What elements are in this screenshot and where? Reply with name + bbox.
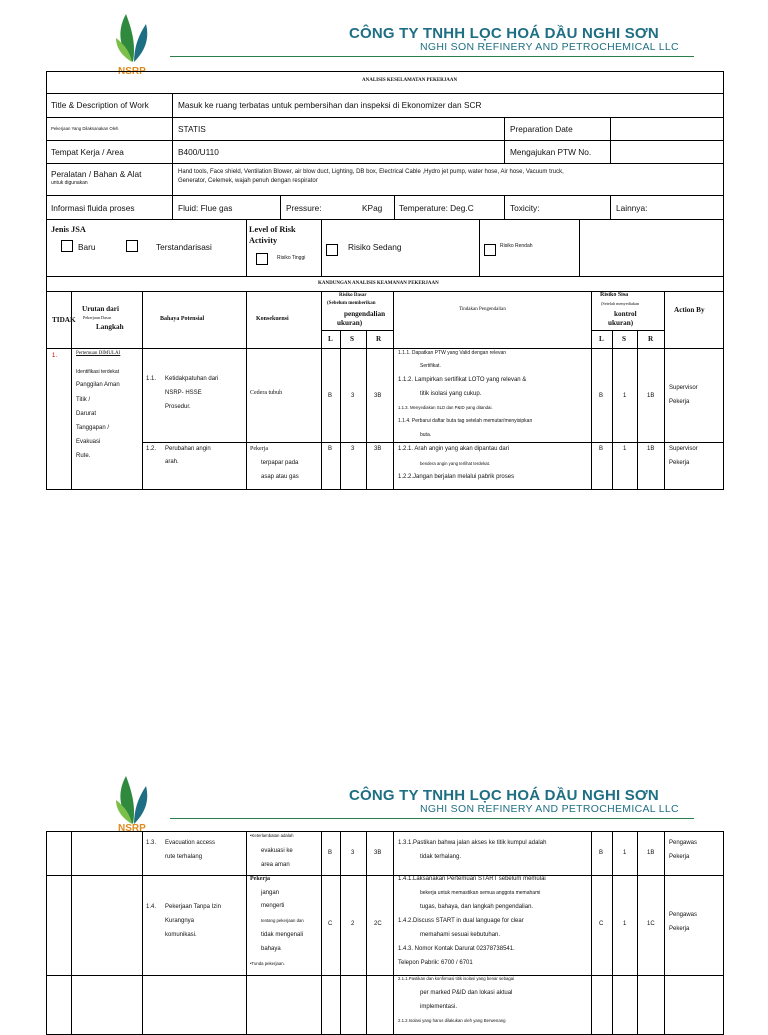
row5-control: per marked P&ID dan lokasi aktual	[420, 990, 513, 996]
table-row	[246, 975, 322, 1035]
table-row	[664, 348, 724, 443]
row1-hazard-line: NSRP- HSSE	[165, 390, 202, 396]
row1-hazard-line: Ketidakpatuhan dari	[165, 376, 219, 382]
row1-control: buta.	[420, 432, 432, 438]
row4-s: 2	[351, 921, 355, 927]
col-basic-risk-label-4: ukuran)	[337, 319, 363, 327]
company-name-en: NGHI SON REFINERY AND PETROCHEMICAL LLC	[420, 41, 679, 53]
table-row	[664, 975, 724, 1035]
col-steps-header	[71, 291, 143, 349]
company-name-vn: CÔNG TY TNHH LỌC HOÁ DẦU NGHI SƠN	[349, 25, 659, 42]
row1-residual-r: 1B	[647, 393, 655, 399]
tools-value-1: Hand tools, Face shield, Ventilation Blower, air blow duct, Lighting, DB box, Electrical Cable ,Hydro jet pump, water hose, Air hose, Vacuum truck,	[178, 169, 564, 175]
row1-step-line: Tanggapan /	[76, 425, 110, 431]
toxicity-label: Toxicity:	[510, 203, 540, 213]
title-desc-value: Masuk ke ruang terbatas untuk pembersihan dan inspeksi di Ekonomizer dan SCR	[178, 100, 482, 110]
row4-hazard-line: Pekerjaan Tanpa Izin	[165, 904, 221, 910]
row3-hazard-line: Evacuation access	[165, 840, 216, 846]
row4-consequence: •Tunda pekerjaan.	[250, 961, 285, 966]
row4-control: 1.4.2.Discuss START in dual language for clear	[398, 918, 524, 924]
row4-residual-s: 1	[623, 921, 627, 927]
row2-control: 1.2.2.Jangan berjalan melalui pabrik proses	[398, 474, 515, 480]
col-basic-risk-label-1: Risiko Dasar	[339, 293, 367, 298]
pressure-label: Pressure:	[286, 203, 322, 213]
logo-text: NSRP	[118, 66, 146, 77]
row3-r: 3B	[374, 850, 382, 856]
row3-action: Pekerja	[669, 854, 690, 860]
row1-step-line: Titik /	[76, 397, 91, 403]
leaf-logo-icon	[110, 10, 156, 68]
risk-medium-checkbox[interactable]	[326, 244, 338, 256]
col-steps-label-2: Pekerjaan Dasar	[83, 315, 112, 320]
row1-action: Supervisor	[669, 385, 698, 391]
row2-hazard-line: Perubahan angin	[165, 446, 211, 452]
table-row	[46, 875, 72, 976]
row1-hazard-no: 1.1.	[146, 376, 157, 382]
fluid-info-label: Informasi fluida proses	[51, 203, 135, 213]
temperature-label: Temperature: Deg.C	[399, 203, 474, 213]
row3-control: tidak terhalang.	[420, 854, 462, 860]
ptw-label: Mengajukan PTW No.	[510, 147, 592, 157]
table-row	[46, 975, 72, 1035]
company-logo	[110, 772, 156, 830]
risk-high-checkbox[interactable]	[256, 253, 268, 265]
prep-date-label: Preparation Date	[510, 124, 573, 134]
residual-s-label: S	[622, 335, 626, 343]
row1-step-line: Rute.	[76, 453, 91, 459]
row3-residual-r: 1B	[647, 850, 655, 856]
row1-step-line: Panggilan Aman	[76, 382, 120, 388]
row2-hazard-no: 1.2.	[146, 446, 157, 452]
row2-residual-r: 1B	[647, 446, 655, 452]
row4-consequence: tentang pekerjaan dan	[261, 918, 304, 923]
row2-consequence: Pekerja	[250, 446, 268, 452]
row2-residual-l: B	[599, 446, 604, 452]
jsa-standard-label: Terstandarisasi	[156, 242, 212, 252]
col-controls-header	[393, 291, 592, 349]
row3-residual-l: B	[599, 850, 604, 856]
row2-hazard-line: arah.	[165, 459, 179, 465]
leaf-logo-icon	[110, 772, 156, 830]
risk-level-label-2: Activity	[249, 236, 278, 245]
row1-l: B	[328, 393, 333, 399]
basic-r-label: R	[376, 335, 382, 343]
table-row	[71, 975, 143, 1035]
title-desc-label: Title & Description of Work	[51, 100, 149, 110]
row2-consequence: terpapar pada	[261, 460, 299, 466]
table-row	[71, 875, 143, 976]
row2-l: B	[328, 446, 333, 452]
row4-control: Telepon Pabrik: 6700 / 6701	[398, 960, 473, 966]
jsa-type-label: Jenis JSA	[51, 225, 86, 234]
row3-consequence: area aman	[261, 862, 290, 868]
form-title: ANALISIS KESELAMATAN PEKERJAAN	[362, 78, 458, 83]
row4-consequence: bahaya	[261, 946, 281, 952]
table-row	[321, 975, 341, 1035]
row2-action: Pekerja	[669, 460, 690, 466]
location-value-cell	[172, 140, 505, 164]
risk-medium-label: Risiko Sedang	[348, 242, 402, 252]
row5-control: 2.1.1.Pastikan dan konfirmasi titik isolasi yang benar sebagai	[398, 976, 515, 981]
row4-consequence: mengerti	[261, 903, 285, 909]
row4-control: 1.4.3. Nomor Kontak Darurat 02378738541.	[398, 946, 515, 952]
row4-action: Pengawas	[669, 912, 698, 918]
basic-l-label: L	[328, 335, 333, 343]
row2-control: bendera angin yang terlihat terdekat.	[420, 461, 490, 466]
table-row	[71, 831, 143, 876]
table-row	[340, 975, 367, 1035]
company-logo	[110, 10, 156, 68]
row1-control: 1.1.3. Menyediakan SLD dan P&ID yang ditandai.	[398, 405, 493, 410]
row5-control: implementasi.	[420, 1004, 458, 1010]
row4-control: 1.4.1.Laksanakan Pertemuan START sebelum memulai	[398, 876, 546, 882]
residual-r-label: R	[648, 335, 654, 343]
row3-action: Pengawas	[669, 840, 698, 846]
row1-control: titik isolasi yang cukup.	[420, 391, 482, 397]
row2-consequence: asap atau gas	[261, 474, 299, 480]
row4-hazard-no: 1.4.	[146, 904, 157, 910]
table-row	[366, 975, 394, 1035]
risk-high-label: Risiko Tinggi	[277, 255, 306, 261]
row4-consequence: tidak mengenali	[261, 932, 304, 938]
tools-sublabel: untuk digunakan	[51, 180, 88, 186]
row4-control: memahami sesuai kebutuhan.	[420, 932, 501, 938]
row1-s: 3	[351, 393, 355, 399]
row4-control: bekerja untuk memastikan semua anggota memahami	[420, 890, 541, 896]
row1-control: Sertifikat.	[420, 363, 441, 369]
table-row	[591, 975, 613, 1035]
col-residual-label-4: ukuran)	[608, 319, 634, 327]
risk-low-checkbox[interactable]	[484, 244, 496, 256]
ptw-value-cell	[610, 140, 724, 164]
row3-consequence: evakuasi ke	[261, 848, 293, 854]
table-row	[46, 831, 72, 876]
others-label: Lainnya:	[616, 203, 648, 213]
performed-by-value-cell	[172, 117, 505, 141]
row1-step-title: Pertemuan DIMULAI	[76, 351, 121, 356]
row5-control: 2.1.2.Isolasi yang harus dilakukan oleh yang Berwenang	[398, 1018, 506, 1023]
fluid-label: Fluid: Flue gas	[178, 203, 233, 213]
row1-step-line: Identifikasi terdekat	[76, 369, 120, 375]
company-name-vn: CÔNG TY TNHH LỌC HOÁ DẦU NGHI SƠN	[349, 787, 659, 804]
row3-hazard-line: rute terhalang	[165, 854, 203, 860]
location-label: Tempat Kerja / Area	[51, 147, 124, 157]
col-basic-risk-label-2: (Sebelum memberikan	[327, 301, 376, 306]
row4-hazard-line: Kurangnya	[165, 918, 195, 924]
row3-control: 1.3.1.Pastikan bahwa jalan akses ke titik kumpul adalah	[398, 840, 547, 846]
risk-level-label-1: Level of Risk	[249, 225, 296, 234]
row4-r: 2C	[374, 921, 382, 927]
header-divider	[170, 818, 694, 819]
col-action-header	[664, 291, 724, 349]
basic-s-label: S	[350, 335, 354, 343]
row1-step-line: Darurat	[76, 411, 97, 417]
content-title: KANDUNGAN ANALISIS KEAMANAN PEKERJAAN	[318, 281, 439, 286]
row2-residual-s: 1	[623, 446, 627, 452]
jsa-new-label: Baru	[78, 242, 96, 252]
pressure-unit: KPag	[362, 203, 383, 213]
row3-residual-s: 1	[623, 850, 627, 856]
company-name-en: NGHI SON REFINERY AND PETROCHEMICAL LLC	[420, 803, 679, 815]
performed-by-label: Pekerjaan Yang Dilaksanakan Oleh	[51, 126, 119, 131]
row3-s: 3	[351, 850, 355, 856]
risk-empty-cell	[579, 219, 724, 277]
row4-l: C	[328, 921, 333, 927]
row4-action: Pekerja	[669, 926, 690, 932]
col-steps-label-1: Urutan dari	[82, 305, 119, 313]
prep-date-value-cell	[610, 117, 724, 141]
row1-step-line: Evakuasi	[76, 439, 101, 445]
row4-hazard-line: komunikasi.	[165, 932, 197, 938]
header-divider	[170, 56, 694, 57]
residual-l-label: L	[599, 335, 604, 343]
row2-control: 1.2.1. Arah angin yang akan dipantau dari	[398, 446, 510, 452]
col-action-label: Action By	[674, 306, 705, 314]
col-consequence-label: Konsekuensi	[256, 316, 289, 322]
row4-control: tugas, bahaya, dan langkah pengendalian.	[420, 904, 534, 910]
jsa-standard-checkbox[interactable]	[126, 240, 138, 252]
row2-s: 3	[351, 446, 355, 452]
row4-residual-r: 1C	[647, 921, 655, 927]
row2-r: 3B	[374, 446, 382, 452]
row1-hazard-line: Prosedur.	[165, 404, 191, 410]
col-residual-label-1: Risiko Sisa	[600, 292, 629, 298]
tools-value-2: Generator, Celemek, wajah penuh dengan respirator	[178, 178, 318, 184]
table-row	[46, 348, 72, 490]
row1-action: Pekerja	[669, 399, 690, 405]
row4-residual-l: C	[599, 921, 604, 927]
row4-consequence: Pekerja	[250, 876, 270, 882]
table-row	[142, 975, 247, 1035]
col-steps-label-3: Langkah	[96, 323, 124, 331]
col-residual-label-2: (Setelah menyediakan	[601, 301, 640, 306]
table-row	[142, 875, 247, 976]
performed-by-value: STATIS	[178, 124, 206, 134]
col-hazard-label: Bahaya Potensial	[160, 316, 205, 322]
tools-label: Peralatan / Bahan & Alat	[51, 169, 142, 179]
row1-residual-l: B	[599, 393, 604, 399]
table-row	[637, 975, 665, 1035]
col-basic-risk-label-3: pengendalian	[344, 310, 386, 318]
location-value: B400/U110	[178, 147, 219, 157]
jsa-new-checkbox[interactable]	[61, 240, 73, 252]
row1-control: 1.1.4. Perbarui daftar buta tag setelah memutar/menyisipkan	[398, 418, 533, 424]
risk-low-label: Risiko Rendah	[500, 243, 533, 249]
row2-action: Supervisor	[669, 446, 698, 452]
row1-consequence: Cedera tubuh	[250, 390, 283, 396]
row1-residual-s: 1	[623, 393, 627, 399]
row1-control: 1.1.1. Dapatkan PTW yang Valid dengan relevan	[398, 350, 507, 356]
row4-consequence: jangan	[261, 890, 280, 896]
col-residual-label-3: kontrol	[614, 310, 637, 318]
col-controls-label: Tindakan Pengendalian	[459, 307, 506, 312]
row3-l: B	[328, 850, 333, 856]
row1-no: 1.	[52, 353, 58, 359]
logo-text: NSRP	[118, 823, 146, 834]
row3-consequence: •Keterlambatan adalah	[250, 833, 294, 838]
row1-r: 3B	[374, 393, 382, 399]
col-no-label: TIDAK	[52, 316, 76, 324]
row1-control: 1.1.2. Lampirkan sertifikat LOTO yang relevan &	[398, 377, 527, 383]
table-row	[612, 975, 638, 1035]
row3-hazard-no: 1.3.	[146, 840, 157, 846]
